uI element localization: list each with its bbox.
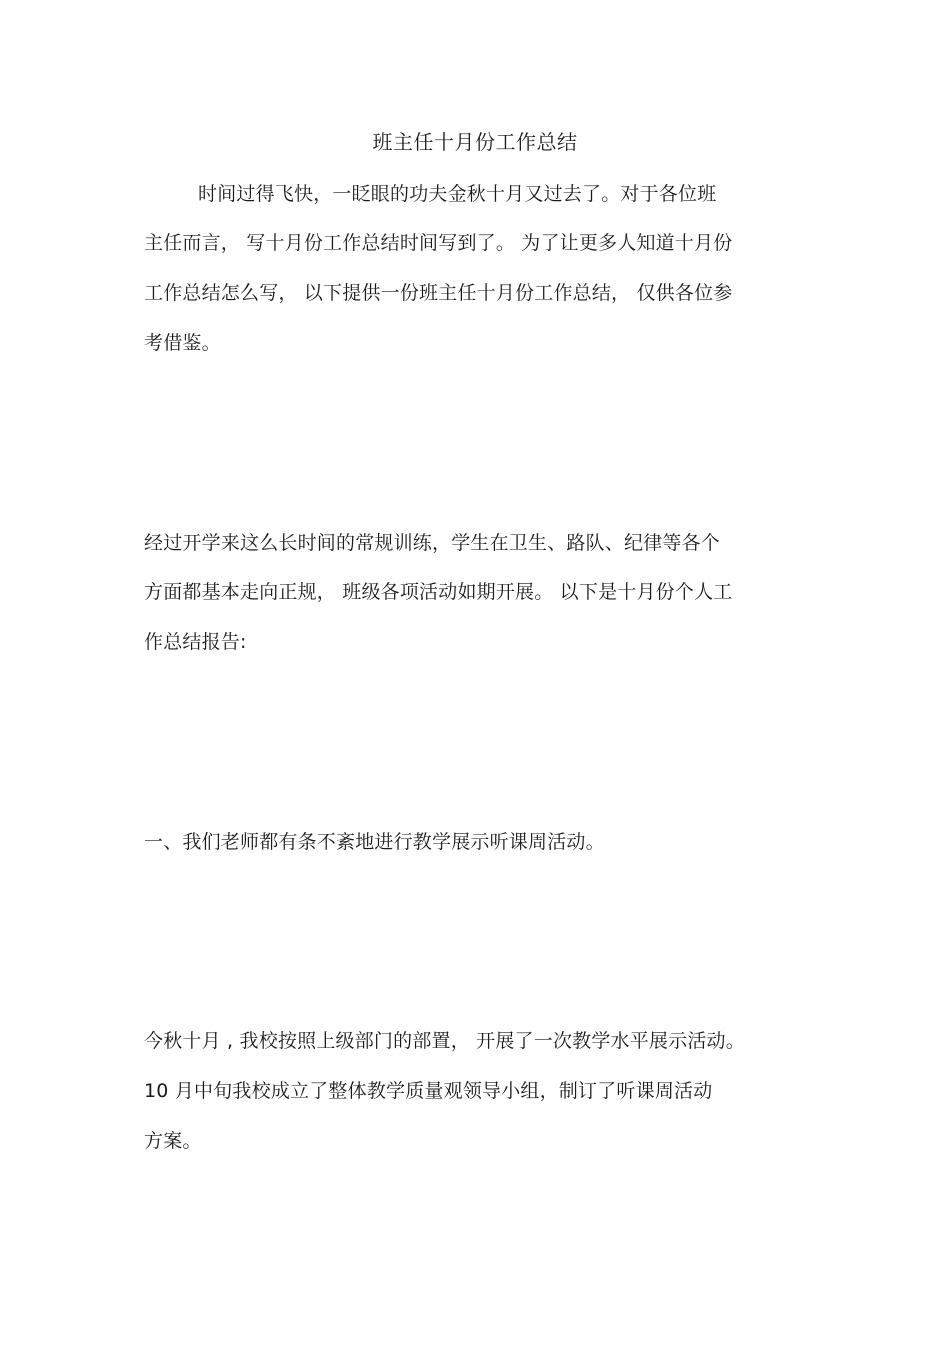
paragraph-line: 考借鉴。 [144,332,221,354]
paragraph-line: 一、我们老师都有条不紊地进行教学展示听课周活动。 [144,831,605,853]
paragraph-line: 方面都基本走向正规， 班级各项活动如期开展。 以下是十月份个人工 [144,581,733,603]
paragraph-line: 10 月中旬我校成立了整体教学质量观领导小组，制订了听课周活动 [144,1080,713,1102]
document-title: 班主任十月份工作总结 [372,130,578,154]
paragraph-line: 时间过得飞快，一眨眼的功夫金秋十月又过去了。对于各位班 [198,183,717,205]
paragraph-line: 经过开学来这么长时间的常规训练，学生在卫生、路队、纪律等各个 [144,532,721,554]
paragraph-line: 作总结报告: [144,631,247,653]
paragraph-line: 主任而言， 写十月份工作总结时间写到了。 为了让更多人知道十月份 [144,232,733,254]
paragraph-line: 方案。 [144,1130,202,1152]
paragraph-line: 今秋十月 , 我校按照上级部门的部置， 开展了一次教学水平展示活动。 [144,1030,745,1052]
paragraph-line: 工作总结怎么写， 以下提供一份班主任十月份工作总结， 仅供各位参 [144,282,733,304]
